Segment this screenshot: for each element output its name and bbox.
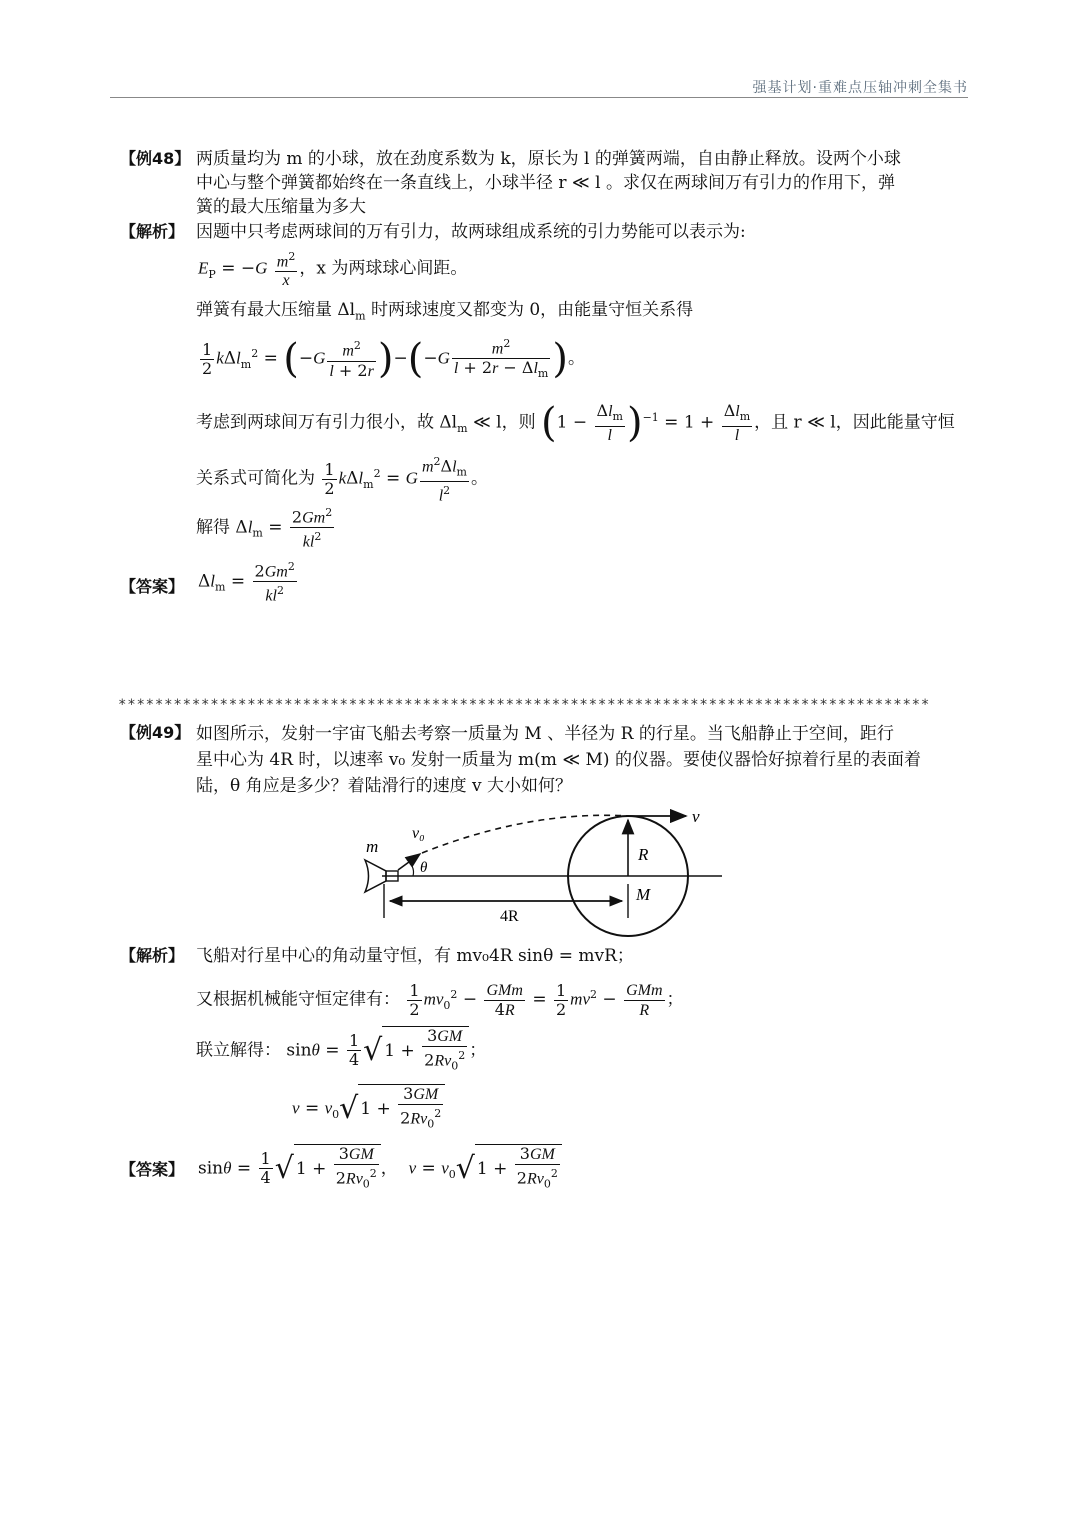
consider-mid: ≪ l，则 xyxy=(467,412,536,433)
ex49-solve-prefix: 联立解得： xyxy=(196,1040,281,1061)
spring-note-b: 时两球速度又都变为 0，由能量守恒关系得 xyxy=(365,300,694,320)
ex49-analysis-label: 【解析】 xyxy=(120,946,185,965)
label-v: v xyxy=(692,807,700,826)
ep-formula: $E_P = -G$ $\frac{m^2}{x}$ ，x 为两球球心间距。 xyxy=(198,250,468,290)
divider: **************************************************************************************** xyxy=(118,697,931,713)
label-M: M xyxy=(636,885,651,904)
ex48-analysis-label: 【解析】 xyxy=(120,222,185,241)
ex48-problem-line: 两质量均为 m 的小球，放在劲度系数为 k，原长为 l 的弹簧两端，自由静止释放。设两个小球 xyxy=(196,149,901,169)
solve-line: 解得 $\Delta l_m$ = $\frac{2Gm^2}{kl^2}$ xyxy=(196,506,333,551)
solve-prefix: 解得 xyxy=(196,517,230,538)
energy-equation: $\frac{1}{2}$ kΔl$_m^2$ = (−G $\frac{m^2}{l + 2r}$ )−(−G $\frac{m^2}{l + 2r - \Delta l_m}$ )。 xyxy=(202,336,585,383)
trajectory-path xyxy=(422,815,630,853)
consider-prefix: 考虑到两球间万有引力很小，故 Δl xyxy=(196,412,458,433)
ex49-problem-line: 陆，θ 角应是多少？着陆滑行的速度 v 大小如何？ xyxy=(196,776,573,796)
header-title: 强基计划·重难点压轴冲刺全集书 xyxy=(752,80,968,96)
header-rule xyxy=(110,97,968,98)
label-R: R xyxy=(638,845,649,864)
v0-arrow xyxy=(398,854,420,870)
sin-solution: 联立解得： sinθ = $\frac{1}{4}$ √ 1 + $\frac{3GM}{2Rv_0^2}$ ； xyxy=(196,1026,486,1076)
ex49-problem-line: 星中心为 4R 时，以速率 v₀ 发射一质量为 m(m ≪ M) 的仪器。要使仪器恰好掠着行星的表面着 xyxy=(196,750,921,770)
ex48-analysis-line1: 因题中只考虑两球间的万有引力，故两球组成系统的引力势能可以表示为: xyxy=(196,222,746,242)
ex49-answer: sinθ = $\frac{1}{4}$ √ 1 + $\frac{3GM}{2Rv_0^2}$ ， $v = v_0√$ 1 + $\frac{3GM}{2Rv_0^2}$ xyxy=(198,1144,562,1199)
ex48-label: 【例48】 xyxy=(120,149,191,168)
simplify-prefix: 关系式可简化为 xyxy=(196,468,315,489)
ep-note: ，x 为两球球心间距。 xyxy=(299,258,468,279)
ex49-problem xyxy=(196,721,962,799)
ex48-answer: $\Delta l_m$ = $\frac{2Gm^2}{kl^2}$ xyxy=(198,560,295,605)
simplify-line: 关系式可简化为 $\frac{1}{2}$ kΔl$_m^2$ = G $\frac{m^2\Delta l_m}{l^2}$ 。 xyxy=(196,454,488,505)
ex49-label: 【例49】 xyxy=(120,723,191,742)
label-4R: 4R xyxy=(500,908,519,925)
label-v0: v₀ xyxy=(412,825,425,842)
planet-diagram xyxy=(350,800,730,940)
energy-prefix: 又根据机械能守恒定律有： xyxy=(196,989,400,1010)
spring-note: 弹簧有最大压缩量 $\Delta l_m$ 时两球速度又都变为 0，由能量守恒关系得 xyxy=(196,300,694,323)
v-solution: $v = v_0√$ 1 + $\frac{3GM}{2Rv_0^2}$ xyxy=(292,1084,445,1139)
ex48-answer-label: 【答案】 xyxy=(120,577,185,596)
ex48-problem-line: 中心与整个弹簧都始终在一条直线上，小球半径 r ≪ l 。求仅在两球间万有引力的作用下，弹 xyxy=(196,173,895,193)
energy-line: 又根据机械能守恒定律有： $\frac{1}{2}$ $mv_0^2$ − $\frac{\text{GMm}}{4R}$ = $\frac{1}{2}$ $mv^2$ − $\frac{\text{GMm}}{R}$ ； xyxy=(196,980,684,1019)
label-m: m xyxy=(366,837,379,856)
ex48-problem xyxy=(196,147,962,219)
spring-note-a: 弹簧有最大压缩量 Δl xyxy=(196,300,356,320)
ex49-analysis-line1: 飞船对行星中心的角动量守恒，有 mv₀4R sinθ = mvR； xyxy=(196,946,634,966)
theta-arc xyxy=(412,866,413,876)
ex49-answer-label: 【答案】 xyxy=(120,1160,185,1179)
ex49-problem-line: 如图所示，发射一宇宙飞船去考察一质量为 M 、半径为 R 的行星。当飞船静止于空间，距行 xyxy=(196,724,894,744)
label-theta: θ xyxy=(420,860,428,876)
ex48-problem-line: 簧的最大压缩量为多大 xyxy=(196,197,366,217)
consider-line: 考虑到两球间万有引力很小，故 $\Delta l_m$ ≪ l，则 (1 − $\frac{\Delta l_m}{l}$ )$^{-1}$ = 1 + $\frac{\Delta l_m}{l}$ ，且 r ≪ l，因此能量守恒 xyxy=(196,400,955,447)
consider-suffix: ，且 r ≪ l，因此能量守恒 xyxy=(754,412,955,433)
